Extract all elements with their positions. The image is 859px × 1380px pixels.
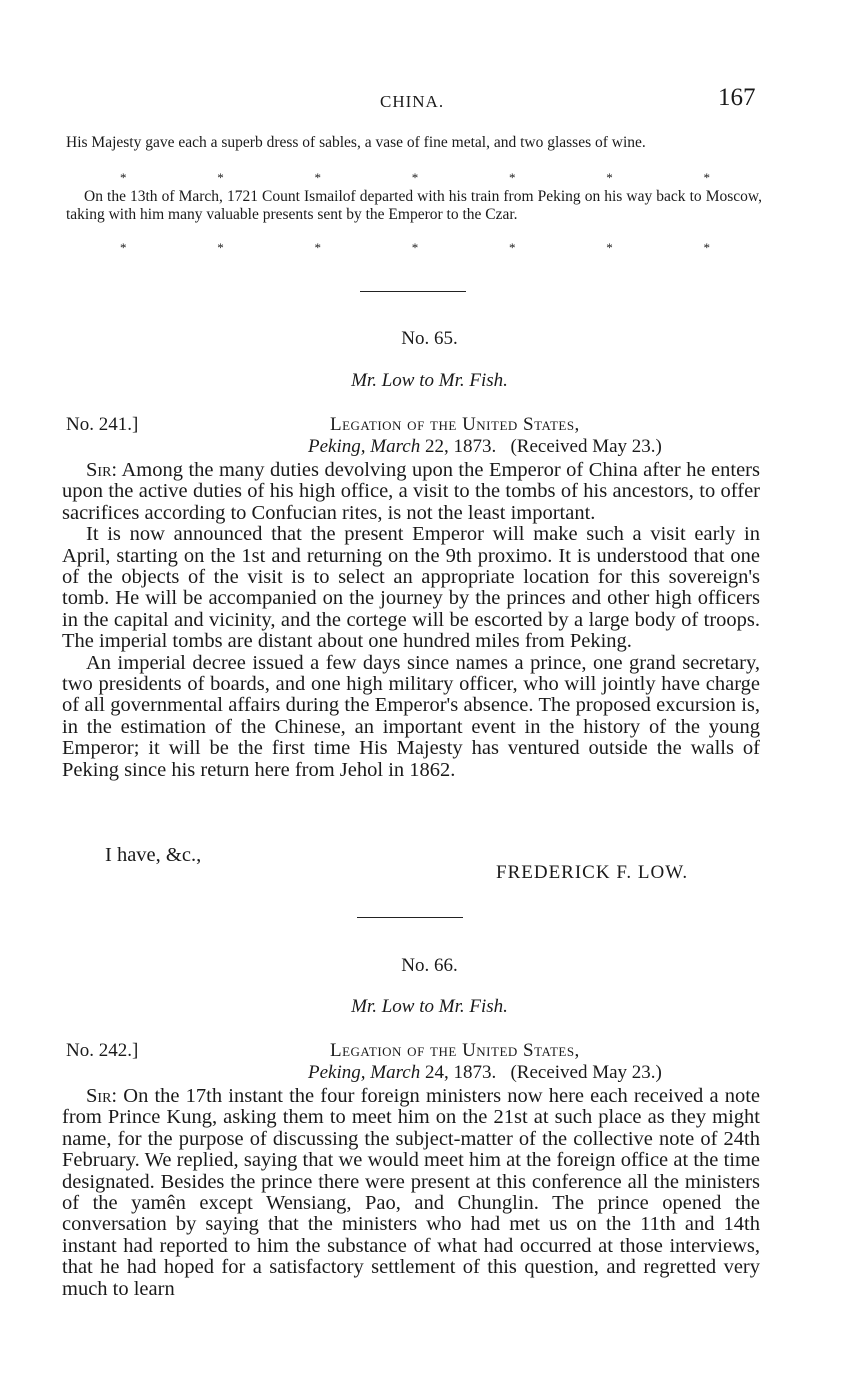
received-note: (Received May 23.): [510, 436, 662, 457]
document-heading: Mr. Low to Mr. Fish.: [351, 996, 508, 1017]
place-date: Peking, March: [308, 436, 421, 457]
asterisk-row-1: [120, 170, 710, 184]
despatch-number: No. 241.]: [66, 414, 139, 435]
asterisk: *: [606, 170, 613, 185]
asterisk: *: [314, 240, 321, 255]
asterisk: *: [217, 240, 224, 255]
paragraph: It is now announced that the present Emperor will make such a visit early in April, starting on the 1st and returning on the 9th proximo. It is understood that one of the objects of the visit is to select an appropriate location for this sovereign's tomb. He will be accompanied on the journey by the princes and other high officers in the capital and vicinity, and the cortege will be escorted by a large body of troops. The imperial tombs are distant about one hundred miles from Peking.: [62, 523, 760, 653]
date-year: 22, 1873.: [420, 436, 497, 457]
document-number: No. 65.: [401, 328, 458, 349]
salutation: Sir:: [86, 1085, 118, 1107]
dateline: [308, 436, 662, 458]
asterisk: *: [411, 240, 419, 255]
document-number: No. 66.: [401, 955, 458, 976]
asterisk: *: [703, 170, 710, 185]
section-rule: [357, 917, 463, 918]
asterisk: *: [314, 170, 321, 185]
paragraph: An imperial decree issued a few days since names a prince, one grand secretary, two presidents of boards, and one high military officer, who will jointly have charge of all governmental affairs during the Emperor's absence. The proposed excursion is, in the estimation of the Chinese, an important event in the history of the young Emperor; it will be the first time His Majesty has ventured outside the walls of Peking since his return here from Jehol in 1862.: [62, 651, 760, 781]
paragraph: Sir: On the 17th instant the four foreign ministers now here each received a note from Prince Kung, asking them to meet him on the 21st at such place as they might name, for the purpose of discussing the subject-matter of the collective note of 24th February. We replied, saying that we would meet him at the foreign office at the time designated. Besides the prince there were present at this conference all the ministers of the yamên except Wensiang, Pao, and Chunglin. The prince opened the conversation by saying that the ministers who had met us on the 11th and 14th instant had reported to him the substance of what had occurred at those interviews, that he had hoped for a satisfactory settlement of this question, and regretted very much to learn: [62, 1085, 760, 1300]
letter-body: [62, 1086, 760, 1300]
letter-body: [62, 460, 760, 781]
date-year: 24, 1873.: [420, 1062, 497, 1083]
page-number: 167: [718, 84, 756, 111]
signature: FREDERICK F. LOW.: [496, 862, 689, 883]
running-title: CHINA.: [380, 92, 445, 111]
asterisk: *: [120, 170, 127, 185]
asterisk: *: [509, 240, 516, 255]
despatch-number: No. 242.]: [66, 1040, 139, 1061]
section-rule: [360, 291, 466, 292]
dateline: [308, 1062, 662, 1084]
running-head: [0, 84, 859, 114]
legation-line: Legation of the United States,: [330, 414, 580, 435]
asterisk: *: [217, 170, 224, 185]
salutation: Sir:: [86, 459, 118, 481]
closing: I have, &c.,: [105, 844, 202, 866]
asterisk-row-2: [120, 240, 710, 254]
received-note: (Received May 23.): [510, 1062, 662, 1083]
asterisk: *: [411, 170, 419, 185]
paragraph: Sir: Among the many duties devolving upon the Emperor of China after he enters upon the active duties of his high office, a visit to the tombs of his ancestors, to offer sacrifices according to Confucian rites, is not the least important.: [62, 459, 760, 524]
asterisk: *: [703, 240, 710, 255]
extract-paragraph-1: His Majesty gave each a superb dress of sables, a vase of fine metal, and two glasses of wine.: [66, 134, 646, 151]
asterisk: *: [120, 240, 127, 255]
asterisk: *: [509, 170, 516, 185]
document-heading: Mr. Low to Mr. Fish.: [351, 370, 508, 391]
place-date: Peking, March: [308, 1062, 421, 1083]
legation-line: Legation of the United States,: [330, 1040, 580, 1061]
extract-paragraph-2: On the 13th of March, 1721 Count Ismailof departed with his train from Peking on his way back to Moscow, taking with him many valuable presents sent by the Emperor to the Czar.: [66, 188, 762, 223]
asterisk: *: [606, 240, 613, 255]
